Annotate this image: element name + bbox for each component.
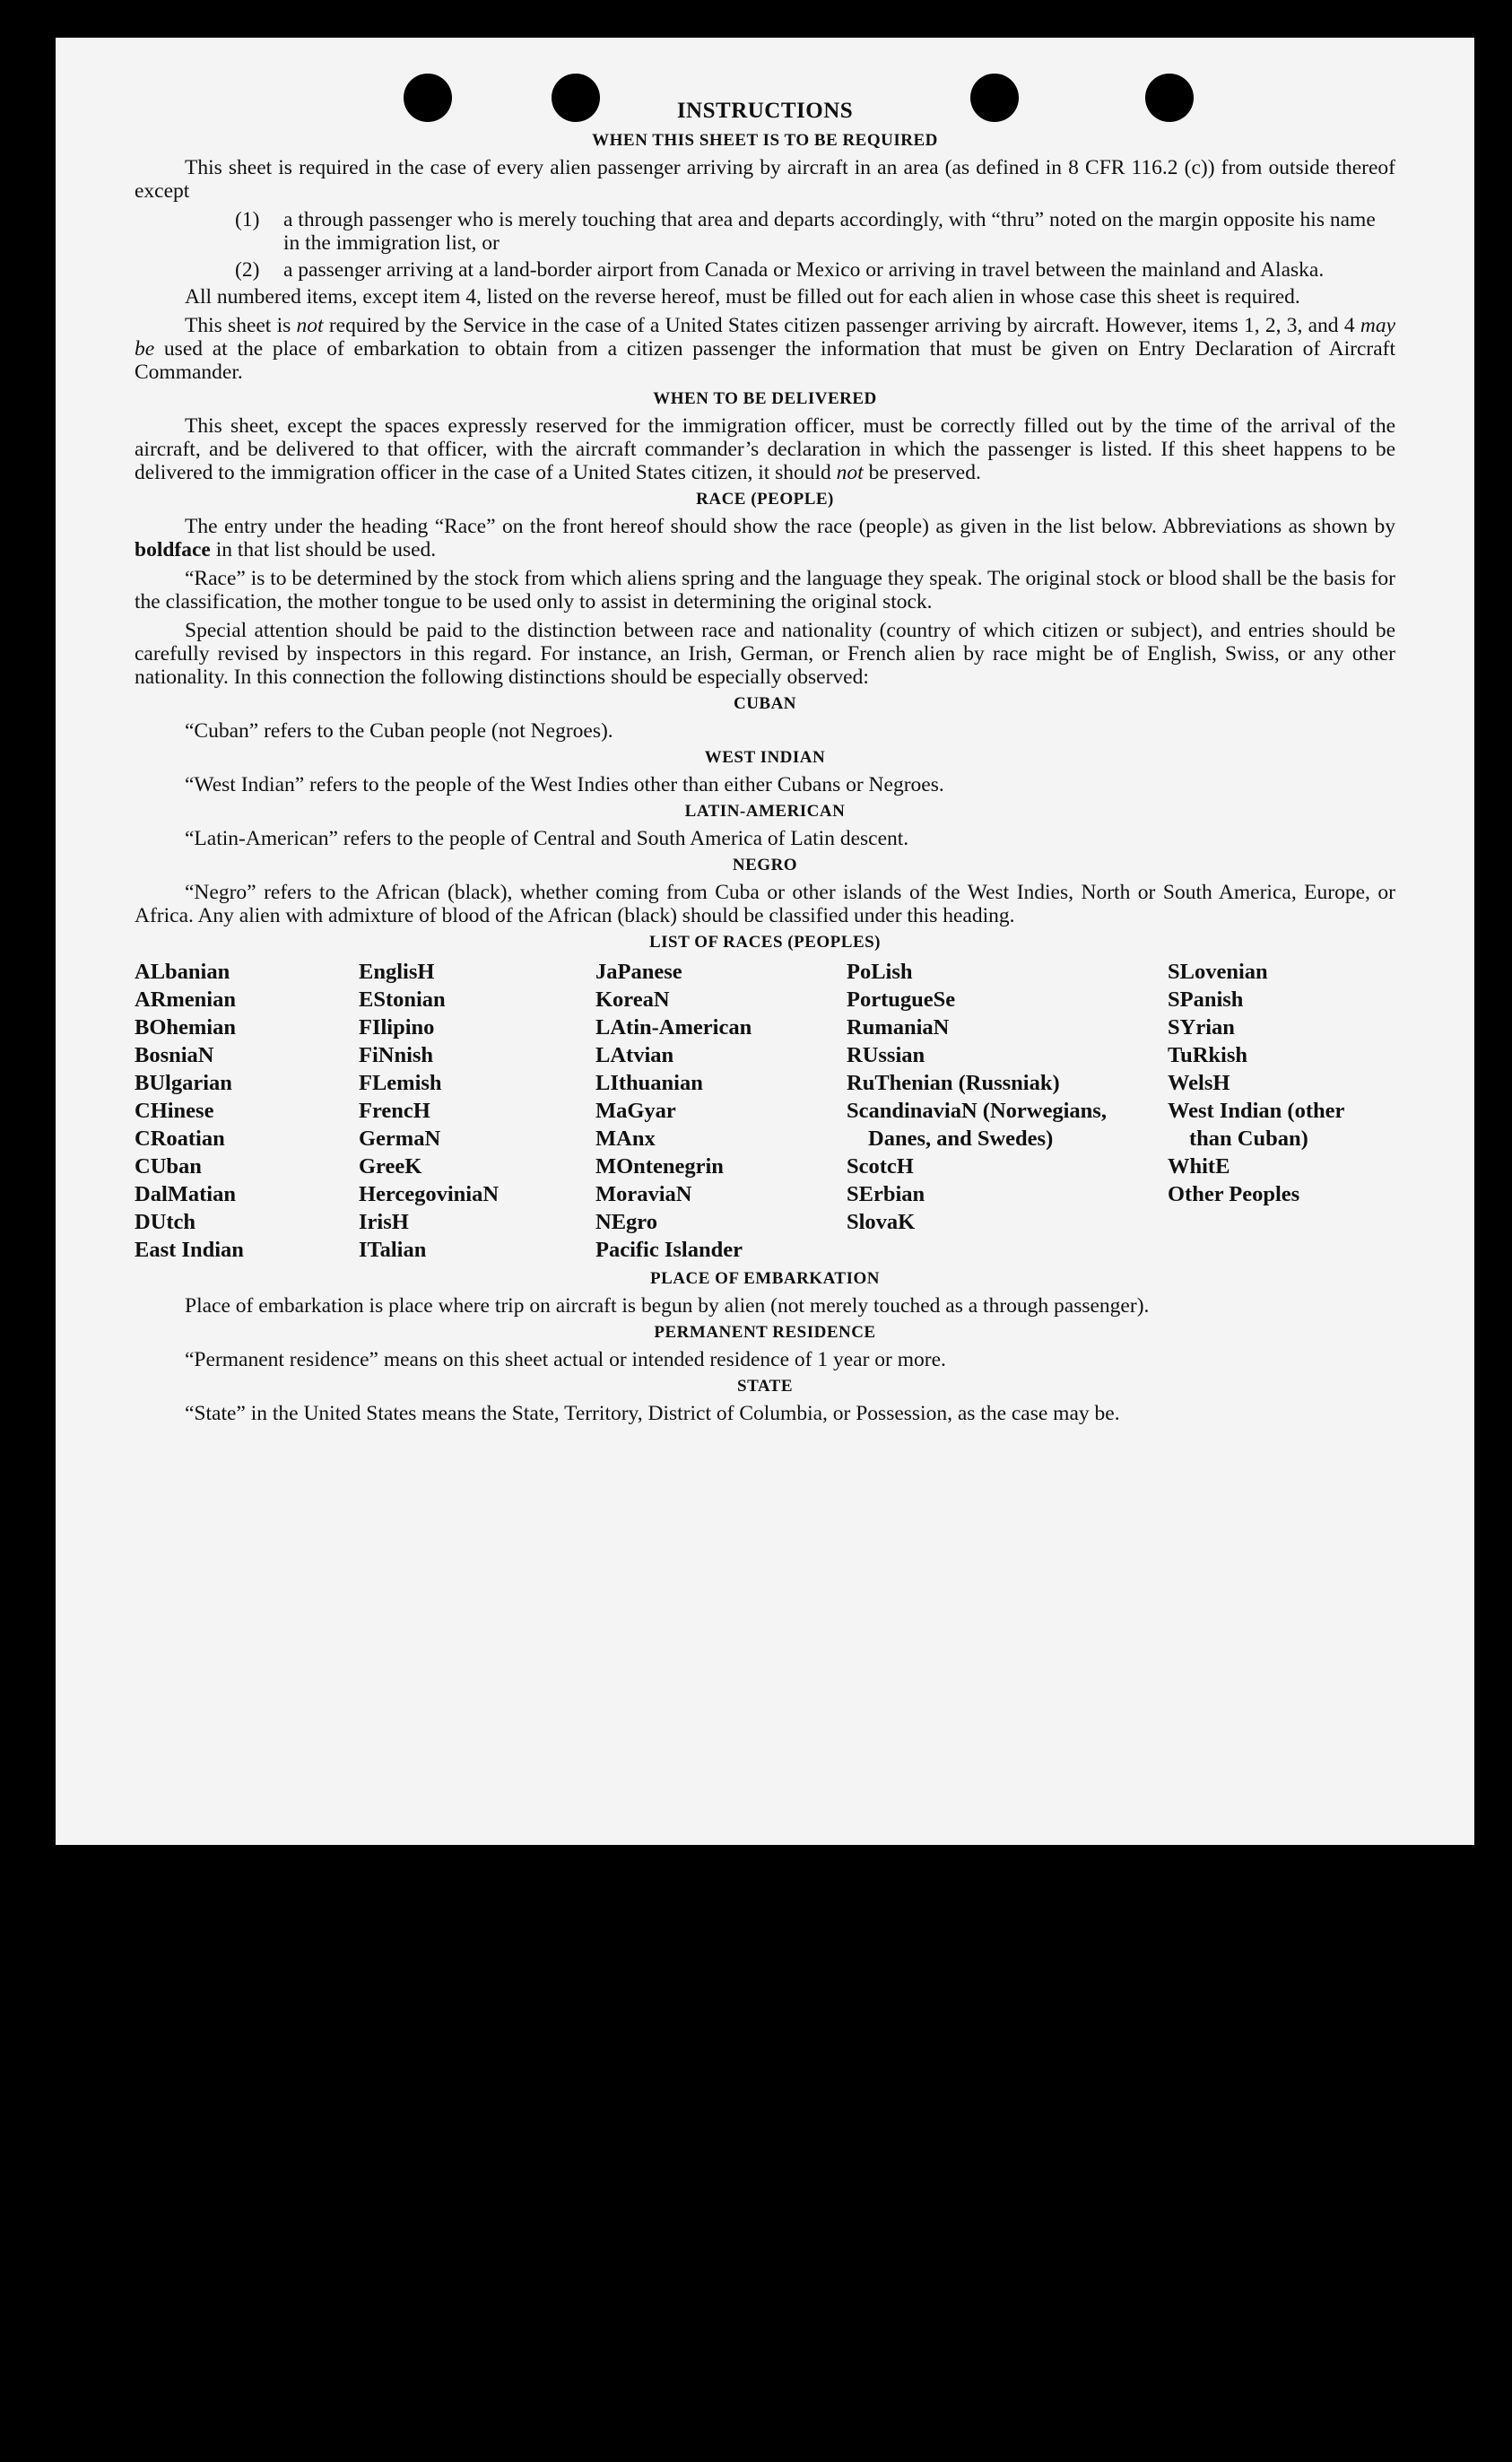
race-entry: ALbanian bbox=[135, 960, 230, 984]
section-title-list-of-races: LIST OF RACES (PEOPLES) bbox=[648, 933, 882, 952]
race-entry: BosniaN bbox=[135, 1043, 214, 1067]
race-entry: IrisH bbox=[359, 1210, 409, 1234]
section-title-embarkation: PLACE OF EMBARKATION bbox=[650, 1269, 880, 1288]
race-entry: SPanish bbox=[1168, 987, 1244, 1012]
race-entry: WelsH bbox=[1168, 1071, 1230, 1095]
race-entry: FrencH bbox=[359, 1099, 430, 1123]
race-entry: West Indian (other than Cuban) bbox=[1168, 1099, 1344, 1151]
citizen-paragraph: This sheet is not required by the Service in the case of a United States citizen passenger arriving by aircraft. However, items 1, 2, 3, and 4 may be used at the place of embarkation to obtain from a citizen passenger the information that must be given on Entry Declaration of Aircraft Commander. bbox=[135, 314, 1395, 384]
race-entry: HercegoviniaN bbox=[359, 1182, 500, 1206]
race-column bbox=[595, 958, 847, 1264]
when-required-intro: This sheet is required in the case of every alien passenger arriving by aircraft in an area (as defined in 8 CFR 116.2 (c)) from outside thereof except bbox=[135, 156, 1395, 203]
race-entry: FiNnish bbox=[359, 1043, 434, 1067]
race-entry: TuRkish bbox=[1168, 1043, 1248, 1067]
race-entry: PortugueSe bbox=[847, 987, 956, 1012]
exception-item bbox=[135, 208, 1395, 255]
section-title-negro: NEGRO bbox=[732, 856, 798, 874]
punch-hole bbox=[1145, 74, 1194, 122]
race-entry: ITalian bbox=[359, 1238, 427, 1262]
latin-american-text: “Latin-American” refers to the people of Central and South America of Latin descent. bbox=[185, 827, 909, 850]
document-page bbox=[56, 38, 1474, 1845]
race-column bbox=[1168, 958, 1392, 1264]
cuban-text: “Cuban” refers to the Cuban people (not Negroes). bbox=[185, 719, 613, 743]
section-title-state: STATE bbox=[737, 1377, 793, 1396]
race-entry: CHinese bbox=[135, 1099, 214, 1123]
race-entry: BUlgarian bbox=[135, 1071, 232, 1095]
race-entry: DUtch bbox=[135, 1210, 196, 1234]
race-entry: ScandinaviaN (Norwegians, Danes, and Swedes) bbox=[847, 1099, 1107, 1151]
race-entry: MAnx bbox=[595, 1127, 656, 1151]
race-paragraph-2: “Race” is to be determined by the stock from which aliens spring and the language they speak. The original stock or blood shall be the basis for the classification, the mother tongue to be used only to assist in determining the original stock. bbox=[135, 567, 1395, 613]
race-entry: SlovaK bbox=[847, 1210, 916, 1234]
race-entry: MaGyar bbox=[595, 1099, 676, 1123]
race-entry: WhitE bbox=[1168, 1154, 1230, 1179]
race-entry: GreeK bbox=[359, 1154, 422, 1179]
exception-text: a through passenger who is merely touching that area and departs accordingly, with “thru” noted on the margin opposite his name in the immigration list, or bbox=[283, 208, 1376, 255]
when-delivered-text: This sheet, except the spaces expressly reserved for the immigration officer, must be correctly filled out by the time of the arrival of the aircraft, and be delivered to that officer, with the aircraft commander’s declaration in which the passenger is listed. If this sheet happens to be delivered to the immigration officer in the case of a United States citizen, it should not be preserved. bbox=[135, 414, 1395, 484]
exception-text: a passenger arriving at a land-border airport from Canada or Mexico or arriving in travel between the mainland and Alaska. bbox=[283, 258, 1325, 282]
race-entry: SYrian bbox=[1168, 1015, 1235, 1040]
race-entry: LAtin-American bbox=[595, 1015, 752, 1040]
race-paragraph-1: The entry under the heading “Race” on the front hereof should show the race (people) as given in the list below. Abbreviations as shown by boldface in that list should be used. bbox=[135, 515, 1395, 561]
embarkation-text: Place of embarkation is place where trip on aircraft is begun by alien (not merely touched as a through passenger). bbox=[185, 1294, 1150, 1318]
section-title-race: RACE (PEOPLE) bbox=[696, 490, 834, 509]
race-entry: KoreaN bbox=[595, 987, 670, 1012]
section-title-when-required: WHEN THIS SHEET IS TO BE REQUIRED bbox=[592, 131, 938, 150]
race-entry: CUban bbox=[135, 1154, 202, 1179]
exception-number: (1) bbox=[235, 208, 260, 231]
punch-hole bbox=[970, 74, 1019, 122]
section-title-cuban: CUBAN bbox=[733, 694, 797, 713]
exception-number: (2) bbox=[235, 258, 260, 282]
race-entry: ScotcH bbox=[847, 1154, 914, 1179]
section-title-latin-american: LATIN-AMERICAN bbox=[684, 802, 846, 821]
race-entry: RumaniaN bbox=[847, 1015, 950, 1040]
negro-text: “Negro” refers to the African (black), whether coming from Cuba or other islands of the West Indies, North or South America, Europe, or Africa. Any alien with admixture of blood of the African (black) should be classified under this heading. bbox=[135, 881, 1395, 927]
race-entry: LIthuanian bbox=[595, 1071, 703, 1095]
race-list bbox=[135, 958, 1395, 1264]
section-title-west-indian: WEST INDIAN bbox=[704, 748, 826, 767]
state-text: “State” in the United States means the State, Territory, District of Columbia, or Possession, as the case may be. bbox=[185, 1402, 1120, 1425]
race-entry: ARmenian bbox=[135, 987, 236, 1012]
race-entry: Pacific Islander bbox=[595, 1238, 743, 1262]
race-entry: RUssian bbox=[847, 1043, 925, 1067]
race-entry: Other Peoples bbox=[1168, 1182, 1300, 1206]
west-indian-text: “West Indian” refers to the people of the West Indies other than either Cubans or Negroes. bbox=[185, 773, 944, 796]
punch-hole bbox=[404, 74, 452, 122]
race-entry: PoLish bbox=[847, 960, 913, 984]
race-entry: NEgro bbox=[595, 1210, 657, 1234]
exception-item bbox=[135, 258, 1395, 282]
race-column bbox=[359, 958, 595, 1264]
race-entry: FLemish bbox=[359, 1071, 442, 1095]
race-entry: MOntenegrin bbox=[595, 1154, 724, 1179]
race-entry: East Indian bbox=[135, 1238, 244, 1262]
race-paragraph-3: Special attention should be paid to the distinction between race and nationality (country of which citizen or subject), and entries should be carefully revised by inspectors in this regard. For instance, an Irish, German, or French alien by race might be of English, Swiss, or any other nationality. In this connection the following distinctions should be especially observed: bbox=[135, 619, 1395, 689]
section-title-when-delivered: WHEN TO BE DELIVERED bbox=[653, 389, 877, 408]
race-column bbox=[135, 958, 359, 1264]
race-entry: LAtvian bbox=[595, 1043, 674, 1067]
race-entry: MoraviaN bbox=[595, 1182, 692, 1206]
numbered-items-paragraph: All numbered items, except item 4, listed on the reverse hereof, must be filled out for each alien in whose case this sheet is required. bbox=[185, 285, 1300, 309]
race-entry: CRoatian bbox=[135, 1127, 225, 1151]
race-entry: RuThenian (Russniak) bbox=[847, 1071, 1060, 1095]
race-entry: SErbian bbox=[847, 1182, 925, 1206]
punch-hole bbox=[552, 74, 600, 122]
race-column bbox=[847, 958, 1168, 1264]
race-entry: SLovenian bbox=[1168, 960, 1268, 984]
permanent-residence-text: “Permanent residence” means on this sheet actual or intended residence of 1 year or more. bbox=[185, 1348, 946, 1371]
race-entry: EStonian bbox=[359, 987, 446, 1012]
section-title-permanent-residence: PERMANENT RESIDENCE bbox=[654, 1323, 876, 1342]
race-entry: DalMatian bbox=[135, 1182, 236, 1206]
race-entry: EnglisH bbox=[359, 960, 435, 984]
race-entry: FIlipino bbox=[359, 1015, 435, 1040]
race-entry: BOhemian bbox=[135, 1015, 236, 1040]
race-entry: JaPanese bbox=[595, 960, 682, 984]
page-title: INSTRUCTIONS bbox=[676, 99, 854, 123]
race-entry: GermaN bbox=[359, 1127, 441, 1151]
